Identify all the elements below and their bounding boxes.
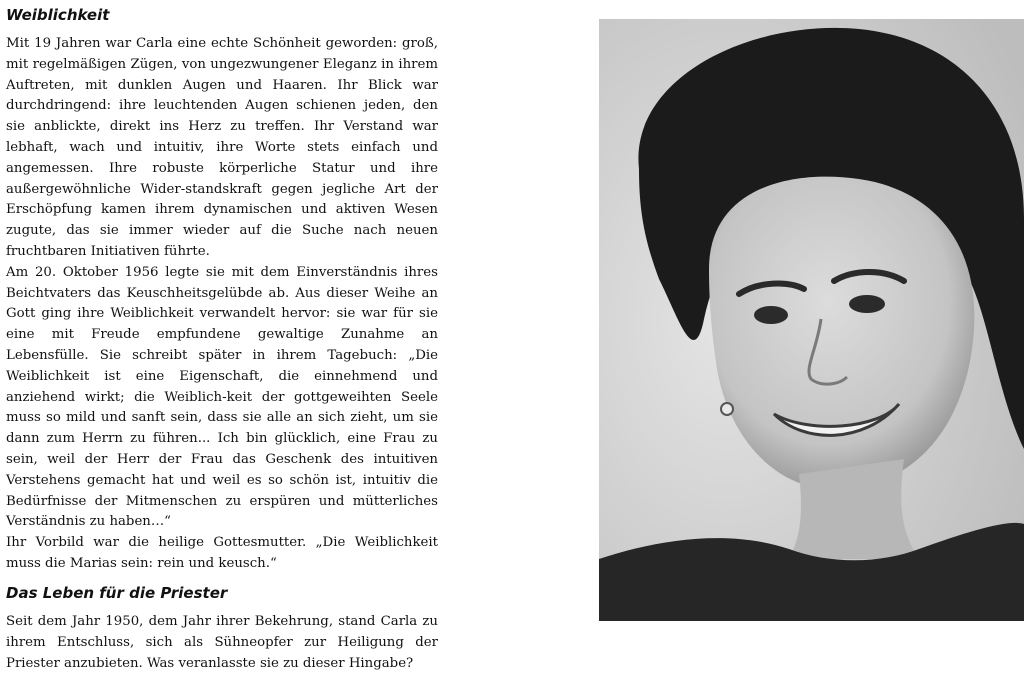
eye-right xyxy=(849,295,885,313)
section-title: Weiblichkeit xyxy=(6,6,110,24)
paragraph: Ihr Vorbild war die heilige Gottesmutter. „Die Weiblichkeit muss die Marias sein: rein und keusch.“ xyxy=(6,535,438,571)
section-leben-fuer-die-priester xyxy=(6,578,438,674)
paragraph: Seit dem Jahr 1950, dem Jahr ihrer Bekehrung, stand Carla zu ihrem Entschluss, sich als Sühneopfer zur Heiligung der Priester anzubieten. Was veranlasste sie zu dieser Hingabe? xyxy=(6,614,438,671)
neck-shape xyxy=(789,459,919,559)
portrait-image xyxy=(599,19,1024,621)
portrait-photo xyxy=(599,19,1024,621)
paragraph: Am 20. Oktober 1956 legte sie mit dem Einverständnis ihres Beichtvaters das Keuschheitsgelübde ab. Aus dieser Weihe an Gott ging ihre Weiblichkeit verwandelt hervor: sie war für sie eine mit Freude empfundene gewaltige Zunahme an Lebensfülle. Sie schreibt später in ihrem Tagebuch: „Die Weiblichkeit ist eine Eigenschaft, die einnehmend und anziehend wirkt; die Weiblich-keit der gottgeweihten Seele muss so mild und sanft sein, dass sie alle an sich zieht, um sie dann zum Herrn zu führen... Ich bin glücklich, eine Frau zu sein, weil der Herr der Frau das Geschenk des intuitiven Verstehens gemacht hat und weil es so schön ist, intuitiv die Bedürfnisse der Mitmenschen zu erspüren und mütterliches Verständnis zu haben…“ xyxy=(6,264,438,530)
text-column xyxy=(6,0,438,671)
earring xyxy=(721,403,733,415)
section-title: Das Leben für die Priester xyxy=(6,584,228,602)
eye-left xyxy=(754,306,788,324)
paragraph: Mit 19 Jahren war Carla eine echte Schönheit geworden: groß, mit regelmäßigen Zügen, von ungezwungener Eleganz in ihrem Auftreten, mit dunklen Augen und Haaren. Ihr Blick war durchdringend: ihre leuchtenden Augen schienen jeden, den sie anblickte, direkt ins Herz zu treffen. Ihr Verstand war lebhaft, wach und intuitiv, ihre Worte stets einfach und angemessen. Ihre robuste körperliche Statur und ihre außergewöhnliche Wider-standskraft gegen jegliche Art der Erschöpfung kamen ihrem dynamischen und aktiven Wesen zugute, das sie immer wieder auf die Suche nach neuen fruchtbaren Initiativen führte. xyxy=(6,36,438,259)
section-weiblichkeit xyxy=(6,5,438,575)
